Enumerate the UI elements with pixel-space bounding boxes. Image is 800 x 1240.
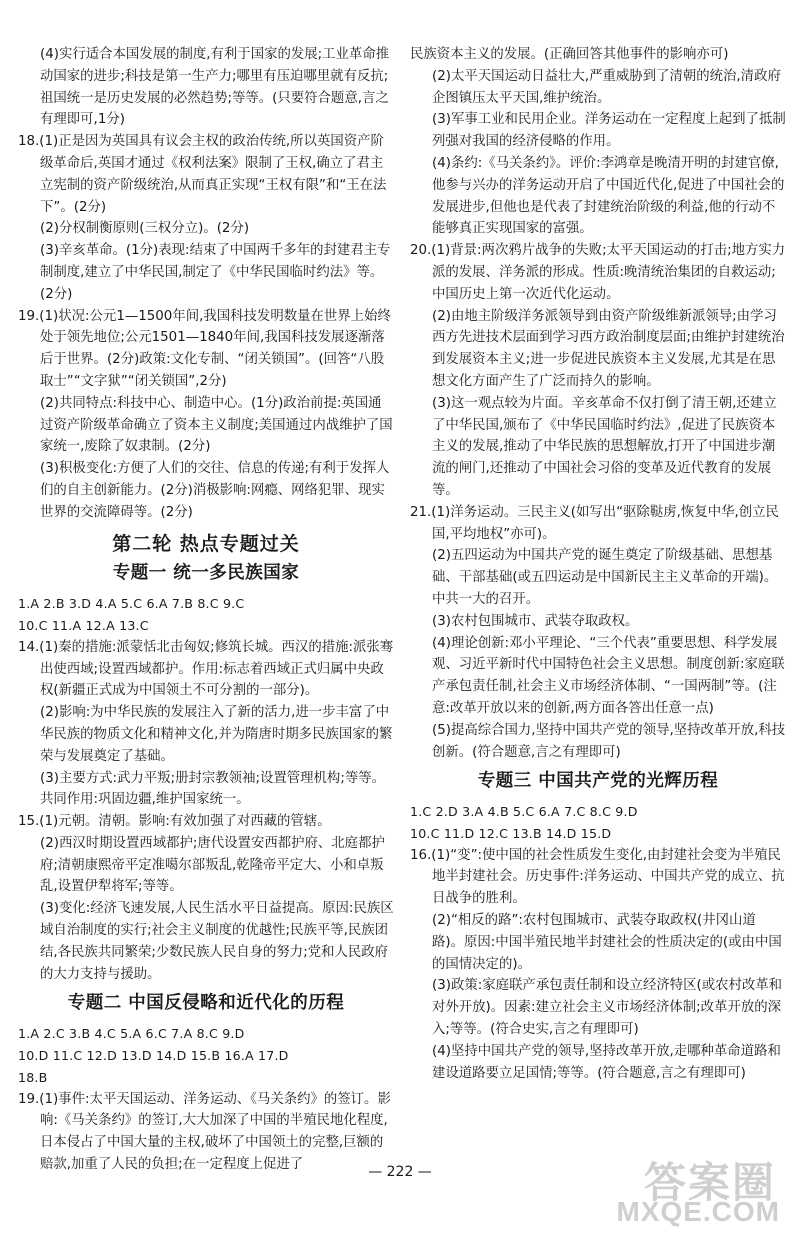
answer-paragraph: 民族资本主义的发展。(正确回答其他事件的影响亦可) [410,47,729,62]
answer-paragraph: (2)五四运动为中国共产党的诞生奠定了阶级基础、思想基础、干部基础(或五四运动是中国新民主主义革命的开端)。中共一大的召开。 [432,548,778,607]
answer-paragraph: (4)条约:《马关条约》。评价:李鸿章是晚清开明的封建官僚,他参与兴办的洋务运动开启了中国近代化,促进了中国社会的发展进步,但他也是代表了封建统治阶级的利益,他的行动不能够真正实现国家的富强。 [432,155,785,237]
multiple-choice-answers: 10.C 11.A 12.A 13.C [18,617,149,633]
multiple-choice-answers: 18.B [18,1069,48,1085]
answer-paragraph: (2)影响:为中华民族的发展注入了新的活力,进一步丰富了中华民族的物质文化和精神文化,并为隋唐时期多民族国家的繁荣与发展奠定了基础。 [40,705,393,764]
answer-paragraph: (2)太平天国运动日益壮大,严重威胁到了清朝的统治,清政府企图镇压太平天国,维护统治。 [432,68,781,106]
answer-paragraph: (3)积极变化:方便了人们的交往、信息的传递;有利于发挥人们的自主创新能力。(2分)消极影响:网瘾、网络犯罪、现实世界的交流障碍等。(2分) [40,461,390,520]
right-column [410,44,786,1084]
answer-paragraph: (4)实行适合本国发展的制度,有利于国家的发展;工业革命推动国家的进步;科技是第一生产力;哪里有压迫哪里就有反抗;祖国统一是历史发展的必然趋势;等等。(只要符合题意,言之有理即可,1分) [40,47,390,128]
watermark-logo [576,1150,786,1236]
answer-paragraph: (3)军事工业和民用企业。洋务运动在一定程度上起到了抵制列强对我国的经济侵略的作用。 [432,112,786,150]
answer-item: 19.(1)事件:太平天国运动、洋务运动、《马关条约》的签订。影响:《马关条约》的签订,大大加深了中国的半殖民地化程度,日本侵占了中国大量的主权,破坏了中国领土的完整,巨额的赔款,加重了人民的负担;在一定程度上促进了 [18,1091,391,1173]
topic-heading: 专题三 中国共产党的光辉历程 [477,771,719,792]
answer-item: 15.(1)元朝。清朝。影响:有效加强了对西藏的管辖。 [18,814,331,830]
multiple-choice-answers: 1.C 2.D 3.A 4.B 5.C 6.A 7.C 8.C 9.D [410,804,638,820]
answer-paragraph: (5)提高综合国力,坚持中国共产党的领导,坚持改革开放,科技创新。(符合题意,言之有理即可) [432,722,786,760]
multiple-choice-answers: 10.C 11.D 12.C 13.B 14.D 15.D [410,825,612,841]
answer-paragraph: (4)坚持中国共产党的领导,坚持改革开放,走哪种革命道路和建设道路要立足国情;等等。(符合题意,言之有理即可) [432,1043,781,1081]
answer-paragraph: (3)农村包围城市、武装夺取政权。 [432,613,639,629]
answer-paragraph: (3)这一观点较为片面。辛亥革命不仅打倒了清王朝,还建立了中华民国,颁布了《中华民国临时约法》,促进了民族资本主义的发展,推动了中华民族的思想解放,打开了中国进步潮流的闸门,还推动了中国社会习俗的变革及近代教育的发展等。 [432,395,777,498]
answer-paragraph: (2)分权制衡原则(三权分立)。(2分) [40,221,250,237]
answer-paragraph: (3)辛亥革命。(1分)表现:结束了中国两千多年的封建君主专制制度,建立了中华民国,制定了《中华民国临时约法》等。(2分) [40,243,391,302]
watermark-url: MXQE.COM [616,1196,780,1227]
watermark-text: 答案圈 [643,1158,776,1207]
left-column [18,44,394,1176]
answer-item: 21.(1)洋务运动。三民主义(如写出“驱除鞑虏,恢复中华,创立民国,平均地权”亦可)。 [410,504,779,542]
answer-paragraph: (2)由地主阶级洋务派领导到由资产阶级维新派领导;由学习西方先进技术层面到学习西方政治制度层面;由维护封建统治到发展资本主义;进一步促进民族资本主义发展,尤其是在思想文化方面产生了广泛而持久的影响。 [432,308,785,389]
topic-heading: 专题二 中国反侵略和近代化的历程 [67,993,345,1014]
section-heading: 第二轮 热点专题过关 [112,532,300,555]
answer-paragraph: (2)共同特点:科技中心、制造中心。(1分)政治前提:英国通过资产阶级革命确立了资本主义制度;美国通过内战维护了国家统一,废除了奴隶制。(2分) [40,395,393,455]
answer-item: 20.(1)背景:两次鸦片战争的失败;太平天国运动的打击;地方实力派的发展、洋务派的形成。性质:晚清统治集团的自救运动;中国历史上第一次近代化运动。 [410,243,786,302]
answer-paragraph: (3)主要方式:武力平叛;册封宗教领袖;设置管理机构;等等。共同作用:巩固边疆,维护国家统一。 [40,770,385,808]
answer-paragraph: (4)理论创新:邓小平理论、“三个代表”重要思想、科学发展观、习近平新时代中国特色社会主义思想。制度创新:家庭联产承包责任制,社会主义市场经济体制、“一国两制”等。(注意:改革开放以来的创新,两方面各答出任意一点) [432,635,785,716]
page-number: — 222 — [368,1164,432,1180]
answer-item: 18.(1)正是因为英国具有议会主权的政治传统,所以英国资产阶级革命后,英国才通过《权利法案》限制了王权,确立了君主立宪制的资产阶级统治,从而真正实现“王权有限”和“王在法下”。(2分) [18,134,387,215]
answer-item: 16.(1)“变”:使中国的社会性质发生变化,由封建社会变为半殖民地半封建社会。历史事件:洋务运动、中国共产党的成立、抗日战争的胜利。 [410,847,785,907]
answer-paragraph: (3)政策:家庭联产承包责任制和设立经济特区(或农村改革和对外开放)。因素:建立社会主义市场经济体制;改革开放的深入;等等。(符合史实,言之有理即可) [432,978,783,1038]
multiple-choice-answers: 1.A 2.C 3.B 4.C 5.A 6.C 7.A 8.C 9.D [18,1026,245,1042]
answer-paragraph: (2)“相反的路”:农村包围城市、武装夺取政权(井冈山道路)。原因:中国半殖民地半封建社会的性质决定的(或由中国的国情决定的)。 [432,913,782,972]
multiple-choice-answers: 1.A 2.B 3.D 4.A 5.C 6.A 7.B 8.C 9.C [18,596,245,612]
topic-heading: 专题一 统一多民族国家 [112,563,300,584]
multiple-choice-answers: 10.D 11.C 12.D 13.D 14.D 15.B 16.A 17.D [18,1048,289,1064]
answer-paragraph: (2)西汉时期设置西域都护;唐代设置安西都护府、北庭都护府;清朝康熙帝平定准噶尔部叛乱,乾隆帝平定大、小和卓叛乱,设置伊犁将军;等等。 [40,835,385,895]
answer-item: 14.(1)秦的措施:派蒙恬北击匈奴;修筑长城。西汉的措施:派张骞出使西域;设置西域都护。作用:标志着西域正式归属中央政权(新疆正式成为中国领土不可分割的一部分)。 [18,639,394,699]
answer-paragraph: (3)变化:经济飞速发展,人民生活水平日益提高。原因:民族区域自治制度的实行;社会主义制度的优越性;民族平等,民族团结,各民族共同繁荣;少数民族人民自身的努力;党和人民政府的大力支持与援助。 [40,901,394,982]
answer-item: 19.(1)状况:公元1—1500年间,我国科技发明数量在世界上始终处于领先地位;公元1501—1840年间,我国科技发展逐渐落后于世界。(2分)政策:文化专制、“闭关锁国”。(回答“八股取士”“文字狱”“闭关锁国”,2分) [18,308,391,389]
